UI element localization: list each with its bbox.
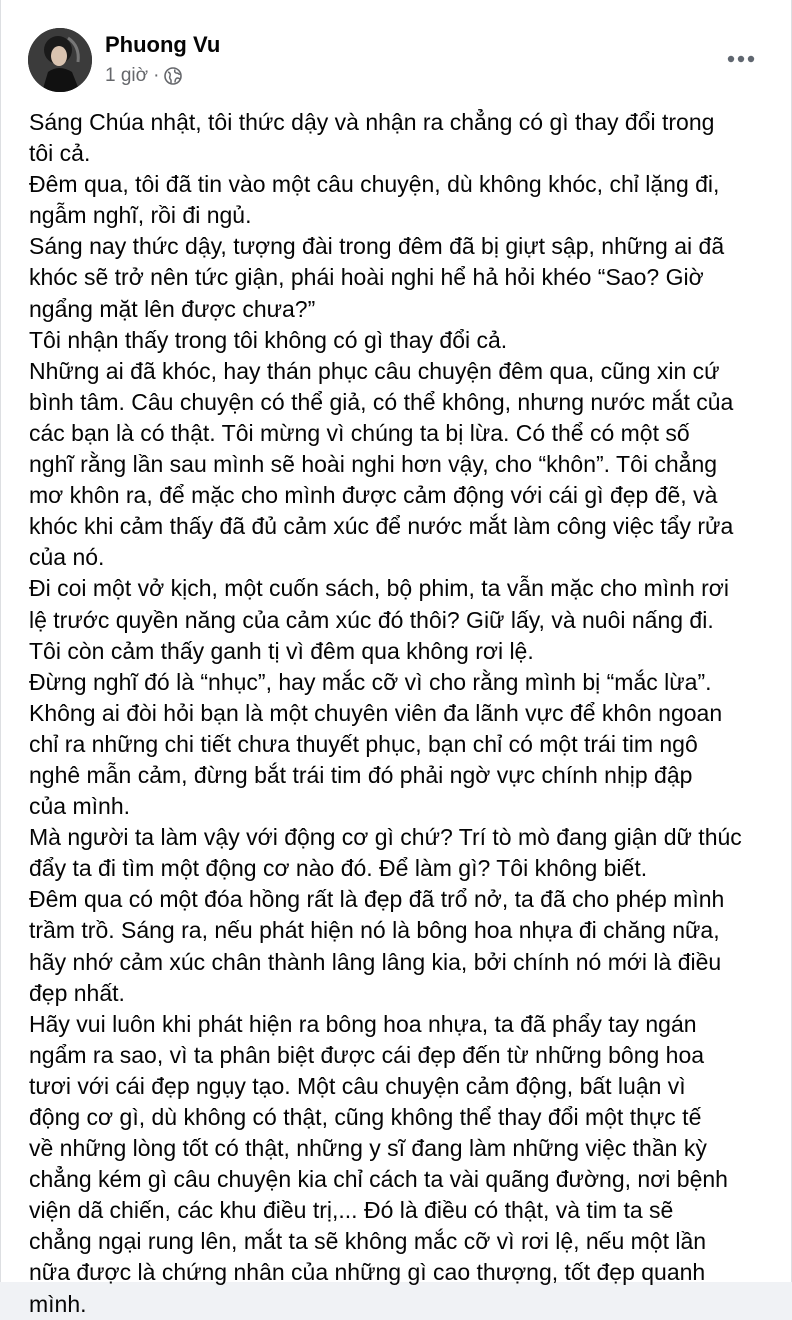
post-text-line: tươi với cái đẹp ngụy tạo. Một câu chuyện cảm động, bất luận vì	[29, 1072, 686, 1099]
post-text-line: chẳng kém gì câu chuyện kia chỉ cách ta vài quãng đường, nơi bệnh	[29, 1166, 728, 1193]
post-text-line: động cơ gì, dù không có thật, cũng không thể thay đổi một thực tế	[29, 1104, 702, 1130]
post-text-line: tôi cả.	[29, 140, 91, 167]
post-text-line: chỉ ra những chi tiết chưa thuyết phục, bạn chỉ có một trái tim ngô	[29, 730, 698, 757]
post-text-line: Đi coi một vở kịch, một cuốn sách, bộ phim, ta vẫn mặc cho mình rơi	[29, 575, 729, 602]
post-text-line: hãy nhớ cảm xúc chân thành lâng lâng kia, bởi chính nó mới là điều	[29, 948, 722, 975]
post-text-line: ngẫm nghĩ, rồi đi ngủ.	[29, 202, 252, 229]
post-text-line: lệ trước quyền năng của cảm xúc đó thôi? Giữ lấy, và nuôi nấng đi.	[29, 606, 714, 633]
post-text-line: đẩy ta đi tìm một động cơ nào đó. Để làm gì? Tôi không biết.	[29, 855, 648, 882]
globe-icon[interactable]	[164, 67, 182, 85]
post-text-line: Không ai đòi hỏi bạn là một chuyên viên đa lãnh vực để khôn ngoan	[29, 699, 723, 726]
post-text-line: Sáng nay thức dậy, tượng đài trong đêm đã bị giựt sập, những ai đã	[29, 233, 725, 260]
post-text-line: Đêm qua có một đóa hồng rất là đẹp đã trổ nở, ta đã cho phép mình	[29, 886, 725, 913]
author-name[interactable]: Phuong Vu	[105, 32, 221, 57]
post-timestamp[interactable]: 1 giờ	[105, 65, 149, 86]
post-text-line: viện dã chiến, các khu điều trị,... Đó là điều có thật, và tim ta sẽ	[29, 1197, 674, 1224]
post-text-line: khóc sẽ trở nên tức giận, phái hoài nghi hể hả hỏi khéo “Sao? Giờ	[29, 264, 704, 291]
post-text-line: Hãy vui luôn khi phát hiện ra bông hoa nhựa, ta đã phẩy tay ngán	[29, 1010, 697, 1037]
post-text-line: Đừng nghĩ đó là “nhục”, hay mắc cỡ vì cho rằng mình bị “mắc lừa”.	[29, 668, 712, 695]
avatar[interactable]	[28, 28, 92, 92]
post-text-line: trầm trồ. Sáng ra, nếu phát hiện nó là bông hoa nhựa đi chăng nữa,	[29, 917, 720, 944]
post-text-line: bình tâm. Câu chuyện có thể giả, có thể không, nhưng nước mắt của	[29, 388, 734, 415]
post-text-line: mơ khôn ra, để mặc cho mình được cảm động với cái gì đẹp đẽ, và	[29, 482, 718, 509]
post-text-line: đẹp nhất.	[29, 979, 125, 1006]
post-meta	[105, 64, 182, 88]
post-text-line: khóc khi cảm thấy đã đủ cảm xúc để nước mắt làm công việc tẩy rửa	[29, 513, 734, 540]
post-text-line: các bạn là có thật. Tôi mừng vì chúng ta bị lừa. Có thể có một số	[29, 419, 690, 446]
post-text-line: về những lòng tốt có thật, những y sĩ đang làm những việc thần kỳ	[29, 1135, 707, 1162]
post-text-line: Tôi nhận thấy trong tôi không có gì thay đổi cả.	[29, 326, 508, 353]
post-text-line: Sáng Chúa nhật, tôi thức dậy và nhận ra chẳng có gì thay đổi trong	[29, 109, 715, 135]
post-text-line: ngẩng mặt lên được chưa?”	[29, 295, 316, 322]
post-text-line: Đêm qua, tôi đã tin vào một câu chuyện, dù không khóc, chỉ lặng đi,	[29, 171, 720, 198]
post-text-line: Những ai đã khóc, hay thán phục câu chuyện đêm qua, cũng xin cứ	[29, 357, 720, 384]
meta-separator: ·	[153, 65, 160, 86]
post-body	[29, 107, 774, 1320]
more-horizontal-icon[interactable]	[723, 44, 759, 74]
post-text-line: Mà người ta làm vậy với động cơ gì chứ? Trí tò mò đang giận dữ thúc	[29, 824, 742, 851]
avatar-image	[28, 28, 92, 92]
post-text-line: ngẩm ra sao, vì ta phân biệt được cái đẹp đến từ những bông hoa	[29, 1041, 705, 1068]
post-text-line: của nó.	[29, 544, 105, 571]
post-text-line: nghĩ rằng lần sau mình sẽ hoài nghi hơn vậy, cho “khôn”. Tôi chẳng	[29, 451, 718, 478]
post-text-line: Tôi còn cảm thấy ganh tị vì đêm qua không rơi lệ.	[29, 637, 534, 664]
post-text-line: của mình.	[29, 793, 130, 820]
post-text-line: nghê mẫn cảm, đừng bắt trái tim đó phải ngờ vực chính nhịp đập	[29, 761, 693, 788]
post-text-line: chẳng ngại rung lên, mắt ta sẽ không mắc cỡ vì rơi lệ, nếu một lần	[29, 1228, 707, 1255]
post-text-line: nữa được là chứng nhân của những gì cao thượng, tốt đẹp quanh	[29, 1259, 706, 1286]
post-text-line: mình.	[29, 1290, 87, 1317]
post-header	[1, 0, 791, 100]
